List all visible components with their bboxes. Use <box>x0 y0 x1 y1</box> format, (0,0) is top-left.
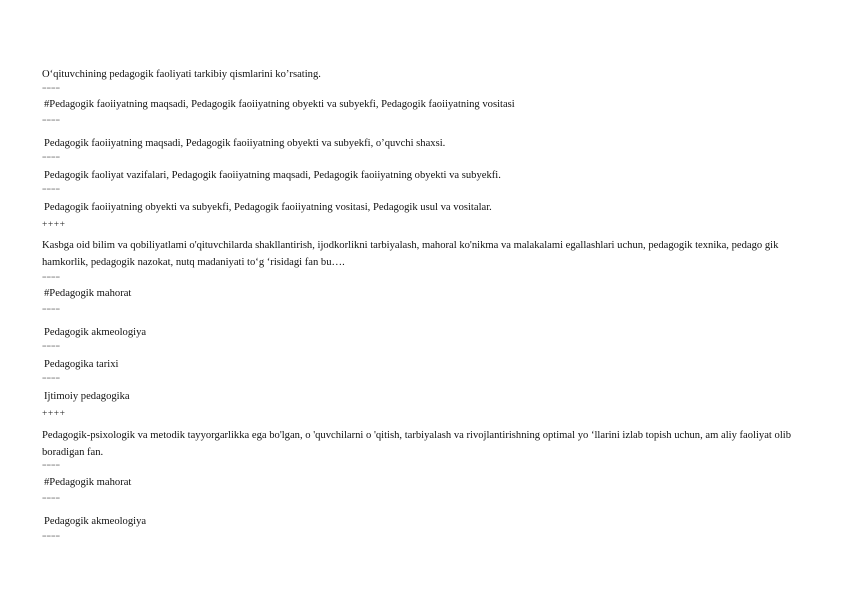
q2-answer-1: #Pedagogik mahorat <box>44 288 132 299</box>
separator: ==== <box>42 185 61 194</box>
separator: ==== <box>42 342 61 351</box>
separator: ==== <box>42 273 61 282</box>
q3-answer-2: Pedagogik akmeologiya <box>44 516 147 527</box>
separator: ==== <box>42 532 61 541</box>
question-1-text: O‘qituvchining pedagogik faoliyati tarkibiy qismlarini ko’rsating. <box>42 69 321 80</box>
separator: ==== <box>42 153 61 162</box>
separator: ==== <box>42 494 61 503</box>
q2-answer-2: Pedagogik akmeologiya <box>44 327 147 338</box>
question-2-text: Kasbga oid bilim va qobiliyatlami o'qituvchilarda shakllantirish, ijodkorlikni tarbiyalash, mahoral ko'nikma va malakalami egallashlari uchun, pedagogik texnika, pedago gik hamkorlik, pedagogik nazokat, nutq madaniyati to‘g ‘risidagi fan bu…. <box>42 240 779 268</box>
q2-answer-3: Pedagogika tarixi <box>44 359 119 370</box>
separator: ==== <box>42 84 61 93</box>
separator: ==== <box>42 461 61 470</box>
q1-answer-1: #Pedagogik faoiiyatning maqsadi, Pedagogik faoiiyatning obyekti va subyekfi, Pedagogik faoiiyatning vositasi <box>44 99 515 110</box>
q1-answer-2: Pedagogik faoiiyatning maqsadi, Pedagogik faoiiyatning obyekti va subyekfi, o’quvchi shaxsi. <box>44 138 446 149</box>
question-3-text: Pedagogik-psixologik va metodik tayyorgarlikka ega bo'lgan, o 'quvchilarni o 'qitish, tarbiyalash va rivojlantirishning optimal yo ‘llarini izlab topish uchun, am aliy faoliyat olib boradigan fan. <box>42 430 792 458</box>
q1-answer-4: Pedagogik faoiiyatning obyekti va subyekfi, Pedagogik faoiiyatning vositasi, Pedagogik usul va vositalar. <box>44 202 492 213</box>
separator: ==== <box>42 116 61 125</box>
q2-answer-4: Ijtimoiy pedagogika <box>44 391 130 402</box>
q3-answer-1: #Pedagogik mahorat <box>44 477 132 488</box>
separator: ==== <box>42 374 61 383</box>
q1-answer-3: Pedagogik faoliyat vazifalari, Pedagogik faoiiyatning maqsadi, Pedagogik faoiiyatning obyekti va subyekfi. <box>44 170 501 181</box>
question-end-marker: ++++ <box>42 409 66 419</box>
separator: ==== <box>42 305 61 314</box>
question-end-marker: ++++ <box>42 220 66 230</box>
